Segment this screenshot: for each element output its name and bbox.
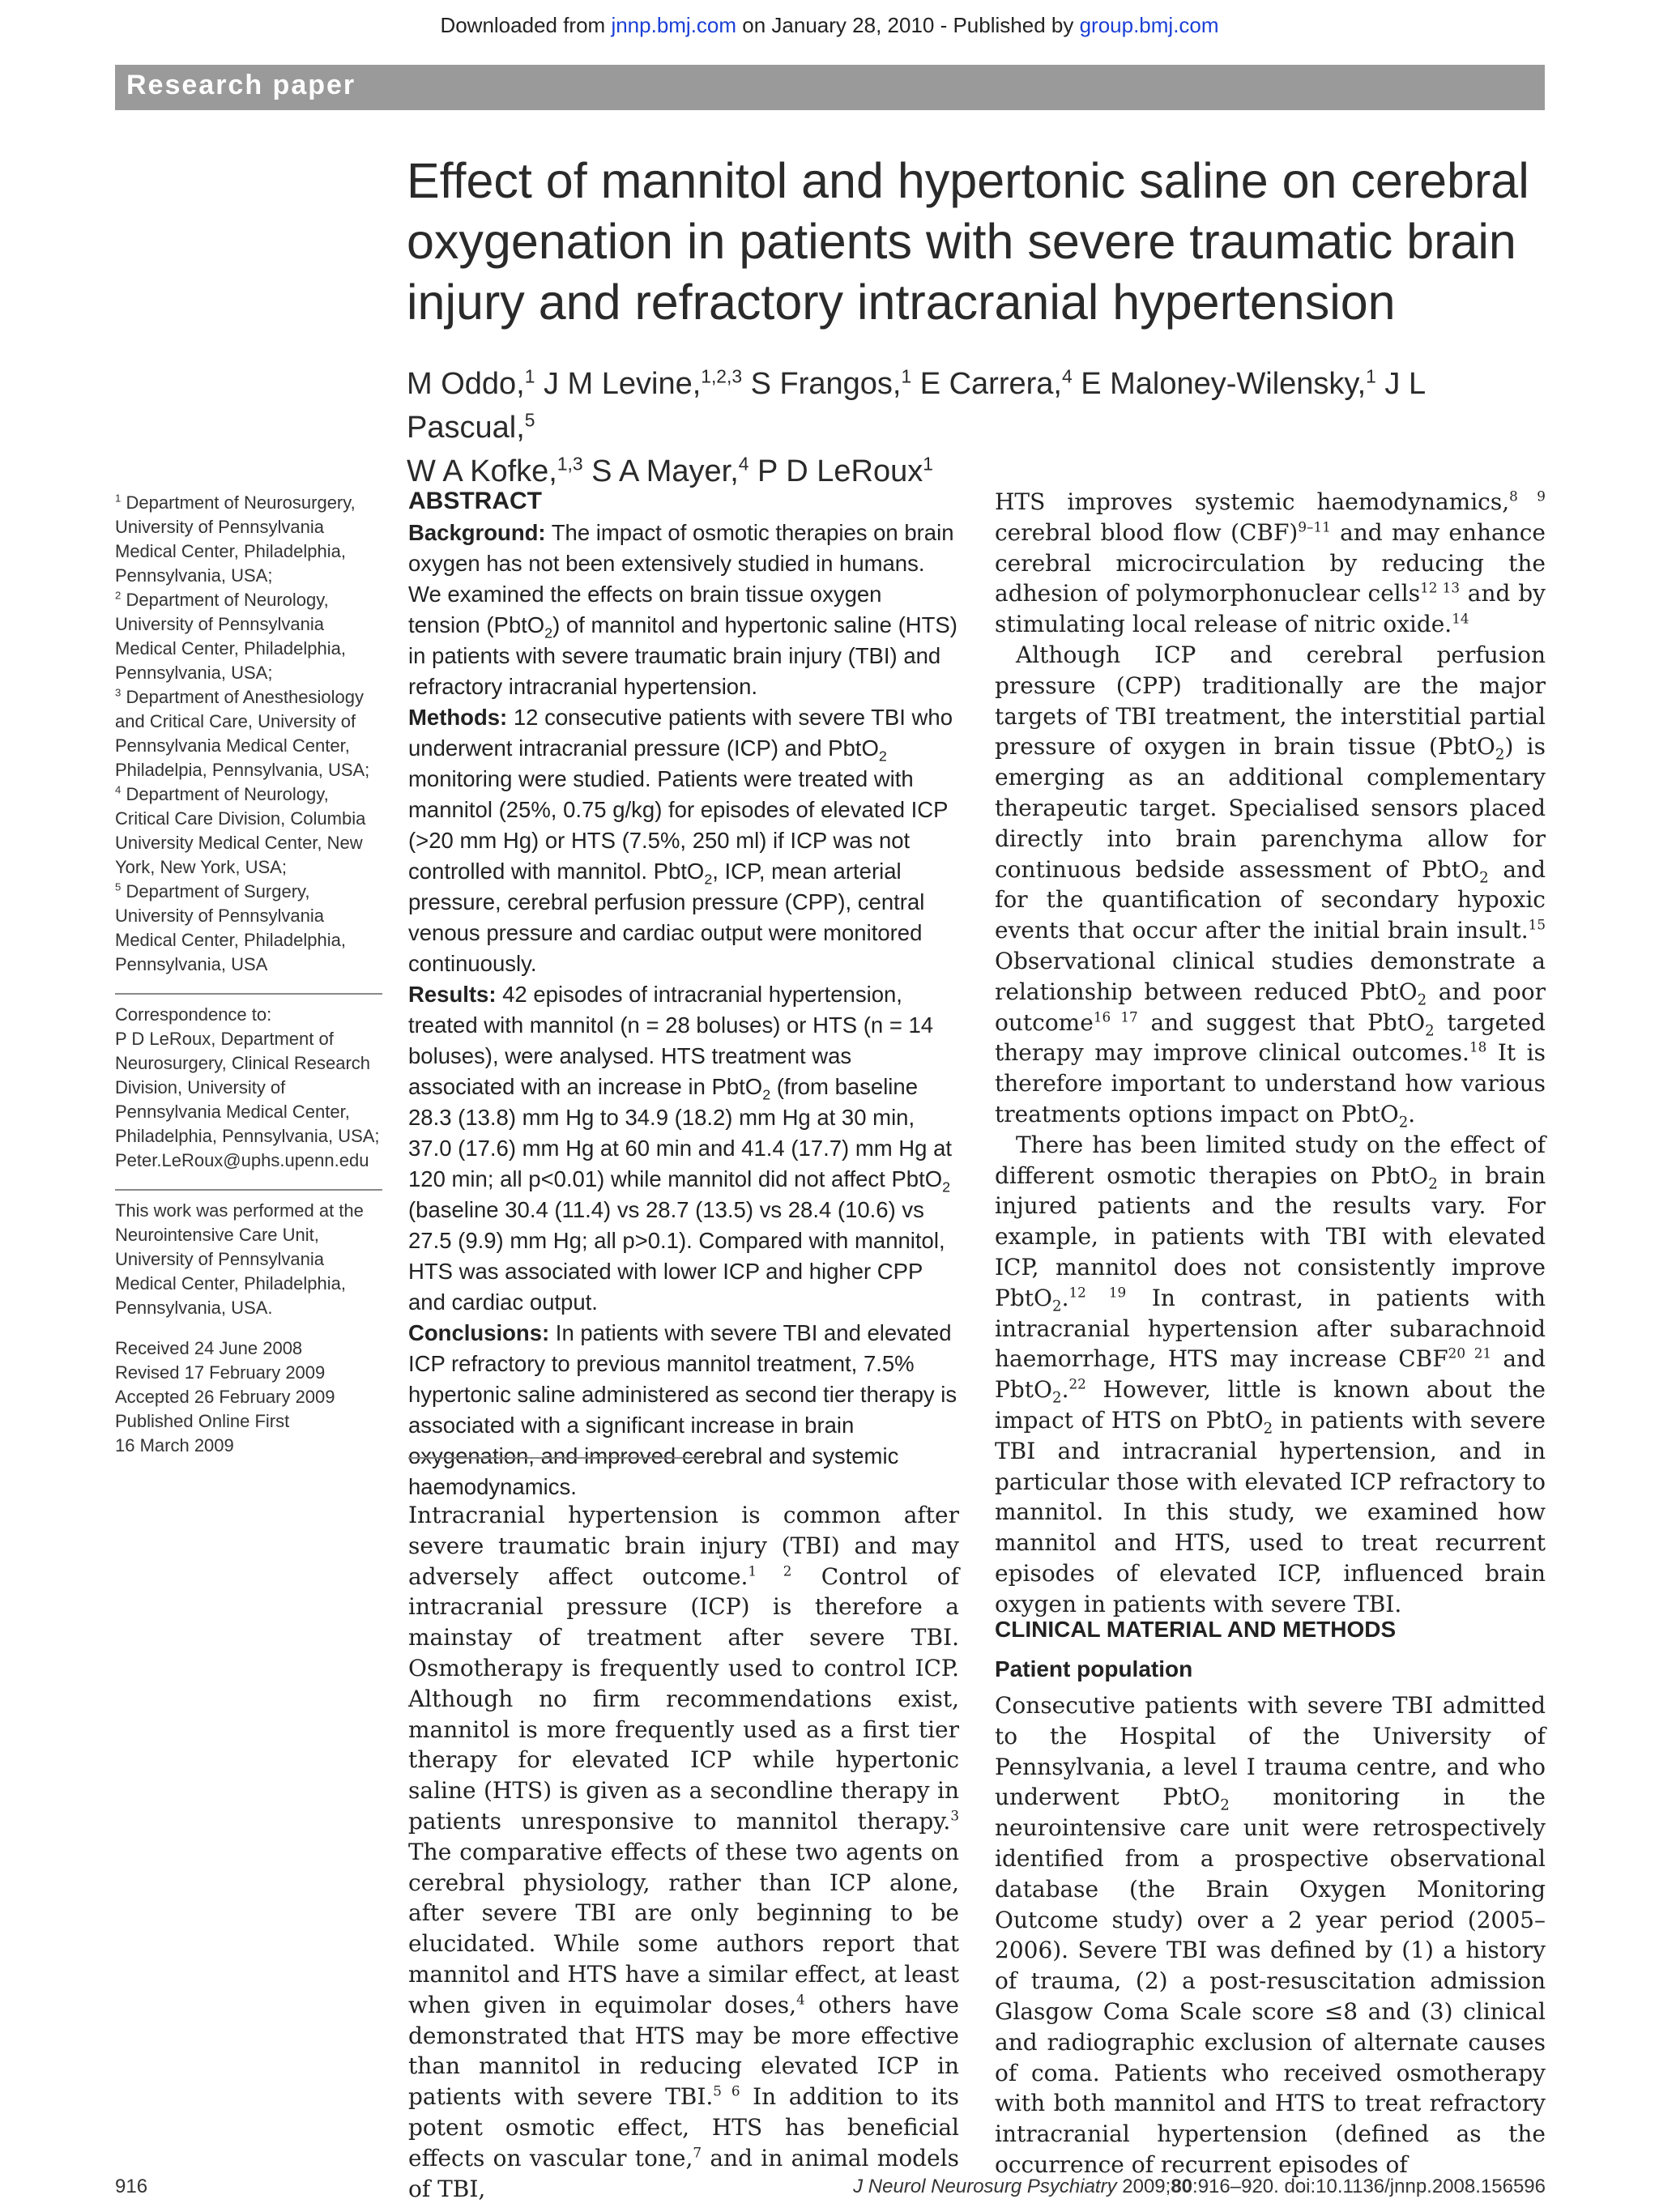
divider [115, 1189, 382, 1191]
journal-site-link[interactable]: jnnp.bmj.com [611, 13, 737, 37]
banner-prefix: Downloaded from [440, 13, 612, 37]
author: W A Kofke,$^{1,3}$ [407, 453, 583, 488]
author: P D LeRoux$^1$ [757, 453, 933, 488]
date-accepted: Accepted 26 February 2009 [115, 1387, 335, 1407]
methods-text: Consecutive patients with severe TBI admitted to the Hospital of the University of Pennsylvania, a level I trauma centre, and who underwent PbtO$_2$ monitoring in the neurointensive care unit were retrospectively identified from a prospective observational database (the Brain Oxygen Monitoring Outcome study) over a 2 year period (2005–2006). Severe TBI was defined by (1) a history of trauma, (2) a post-resuscitation admission Glasgow Coma Scale score ≤8 and (3) clinical and radiographic exclusion of alternate causes of coma. Patients who received osmotherapy with both mannitol and HTS to treat refractory intracranial hypertension (defined as the occurrence of recurrent episodes of [995, 1692, 1546, 2178]
abstract-conclusions: Conclusions: In patients with severe TBI and elevated ICP refractory to previous mannitol treatment, 7.5% hypertonic saline administered as second tier therapy is associated with a significant increase in brain oxygenation, and improved cerebral and systemic haemodynamics. [408, 1320, 957, 1499]
sidebar-info [115, 491, 382, 1458]
paragraph: Although ICP and cerebral perfusion pressure (CPP) traditionally are the major targets of TBI treatment, the interstitial partial pressure of oxygen in brain tissue (PbtO$_2$) is emerging as an additional complementary therapeutic target. Specialised sensors placed directly into brain parenchyma allow for continuous bedside assessment of PbtO$_2$ and for the quantification of secondary hypoxic events that occur after the initial brain insult.$^{15}$ Observational clinical studies demonstrate a relationship between reduced PbtO$_2$ and poor outcome$^{16 17}$ and suggest that PbtO$_2$ targeted therapy may improve clinical outcomes.$^{18}$ It is therefore important to understand how various treatments options impact on PbtO$_2$. [995, 641, 1546, 1132]
article-title: Effect of mannitol and hypertonic saline on cerebral oxygenation in patients with severe traumatic brain injury and refractory intracranial hypertension [407, 153, 1529, 330]
affiliation: $^4$ Department of Neurology, Critical Care Division, Columbia University Medical Center, New York, New York, USA; [115, 783, 366, 877]
date-received: Received 24 June 2008 [115, 1338, 303, 1358]
download-banner [0, 13, 1659, 38]
author: M Oddo,$^1$ [407, 365, 535, 401]
abstract-background: Background: The impact of osmotic therapies on brain oxygen has not been extensively studied in humans. We examined the effects on brain tissue oxygen tension (PbtO$_2$) of mannitol and hypertonic saline (HTS) in patients with severe traumatic brain injury (TBI) and refractory intracranial hypertension. [408, 520, 957, 699]
introduction-text: Intracranial hypertension is common after severe traumatic brain injury (TBI) and may adversely affect outcome.$^{1 2}$ Control of intracranial pressure (ICP) is therefore a mainstay of treatment after severe TBI. Osmotherapy is frequently used to control ICP. Although no firm recommendations exist, mannitol is more frequently used as a first tier therapy for elevated ICP while hypertonic saline (HTS) is given as a secondline therapy in patients unresponsive to mannitol therapy.$^3$ The comparative effects of these two agents on cerebral physiology, rather than ICP alone, after severe TBI are only beginning to be elucidated. While some authors report that mannitol and HTS have a similar effect, at least when given in equimolar doses,$^4$ others have demonstrated that HTS may be more effective than mannitol in reducing elevated ICP in patients with severe TBI.$^{5 6}$ In addition to its potent osmotic effect, HTS has beneficial effects on vascular tone,$^7$ and in animal models of TBI, [408, 1502, 959, 2202]
body-right-column [995, 487, 1546, 1619]
divider [115, 993, 382, 995]
abstract [408, 487, 959, 1502]
article-dates [115, 1336, 382, 1458]
author: S Frangos,$^1$ [750, 365, 912, 401]
author-list [407, 362, 1549, 493]
abstract-results: Results: 42 episodes of intracranial hypertension, treated with mannitol (n = 28 boluses) or HTS (n = 14 boluses), were analysed. HTS treatment was associated with an increase in PbtO$_2$ (from baseline 28.3 (13.8) mm Hg to 34.9 (18.2) mm Hg at 30 min, 37.0 (17.6) mm Hg at 60 min and 41.4 (17.7) mm Hg at 120 min; all p<0.01) while mannitol did not affect PbtO$_2$ (baseline 30.4 (11.4) vs 28.7 (13.5) vs 28.4 (10.6) vs 27.5 (9.9) mm Hg; all p>0.1). Compared with mannitol, HTS was associated with lower ICP and higher CPP and cardiac output. [408, 982, 952, 1315]
correspondence-label: Correspondence to: [115, 1004, 272, 1025]
journal-citation: J Neurol Neurosurg Psychiatry 2009;80:916–920. doi:10.1136/jnnp.2008.156596 [853, 2176, 1546, 2197]
banner-middle: on January 28, 2010 - Published by [736, 13, 1080, 37]
group-site-link[interactable]: group.bmj.com [1079, 13, 1219, 37]
correspondence-email[interactable]: Peter.LeRoux@uphs.upenn.edu [115, 1150, 369, 1170]
affiliation: $^5$ Department of Surgery, University of Pennsylvania Medical Center, Philadelphia, Pennsylvania, USA [115, 880, 346, 974]
affiliation: $^3$ Department of Anesthesiology and Critical Care, University of Pennsylvania Medical Center, Philadelpia, Pennsylvania, USA; [115, 686, 370, 780]
abstract-heading: ABSTRACT [408, 488, 542, 514]
abstract-methods: Methods: 12 consecutive patients with severe TBI who underwent intracranial pressure (ICP) and PbtO$_2$ monitoring were studied. Patients were treated with mannitol (25%, 0.75 g/kg) for episodes of elevated ICP (>20 mm Hg) or HTS (7.5%, 250 ml) if ICP was not controlled with mannitol. PbtO$_2$, ICP, mean arterial pressure, cerebral perfusion pressure (CPP), central venous pressure and cardiac output were monitored continuously. [408, 705, 953, 976]
methods-subheading: Patient population [995, 1656, 1193, 1681]
page-number: 916 [115, 2176, 148, 2197]
paragraph: There has been limited study on the effect of different osmotic therapies on PbtO$_2$ in brain injured patients and the results vary. For example, in patients with TBI with elevated ICP, mannitol does not consistently improve PbtO$_2$.$^{12 19}$ In contrast, in patients with intracranial hypertension after subarachnoid haemorrhage, HTS may increase $CBF^{20 21}$ and PbtO$_2$.$^{22}$ However, little is known about the impact of HTS on PbtO$_2$ in patients with severe TBI and intracranial hypertension, and in particular those with elevated ICP refractory to mannitol. In this study, we examined how mannitol and HTS, used to treat recurrent episodes of elevated ICP, influenced brain oxygen in patients with severe TBI. [995, 1131, 1546, 1617]
author: J M Levine,$^{1,2,3}$ [543, 365, 742, 401]
author: S A Mayer,$^4$ [591, 453, 749, 488]
affiliation: $^2$ Department of Neurology, University of Pennsylvania Medical Center, Philadelphia, Pennsylvania, USA; [115, 589, 346, 683]
section-label: Research paper [126, 70, 356, 100]
correspondence-text: P D LeRoux, Department of Neurosurgery, Clinical Research Division, University of Pennsylvania Medical Center, Philadelphia, Pennsylvania, USA; [115, 1029, 380, 1146]
section-bar [115, 65, 1545, 110]
date-revised: Revised 17 February 2009 [115, 1362, 326, 1383]
paragraph: HTS improves systemic haemodynamics,$^{8 9}$ cerebral blood flow (CBF)$^{9-11}$ and may enhance cerebral microcirculation by reducing the adhesion of polymorphonuclear cells$^{12 13}$ and by stimulating local release of nitric oxide.$^{14}$ [995, 488, 1546, 638]
date-published: 16 March 2009 [115, 1435, 234, 1455]
author: E Maloney-Wilensky,$^1$ [1081, 365, 1376, 401]
methods-heading: CLINICAL MATERIAL AND METHODS [995, 1617, 1397, 1642]
author: J L Pascual,$^5$ [407, 367, 1425, 445]
affiliation: $^1$ Department of Neurosurgery, University of Pennsylvania Medical Center, Philadelphia, Pennsylvania, USA; [115, 492, 356, 586]
author: E Carrera,$^4$ [919, 365, 1073, 401]
work-note: This work was performed at the Neurointensive Care Unit, University of Pennsylvania Medical Center, Philadelphia, Pennsylvania, USA. [115, 1200, 364, 1318]
abstract-divider [408, 1457, 700, 1459]
correspondence [115, 1003, 382, 1173]
date-published-label: Published Online First [115, 1411, 290, 1431]
